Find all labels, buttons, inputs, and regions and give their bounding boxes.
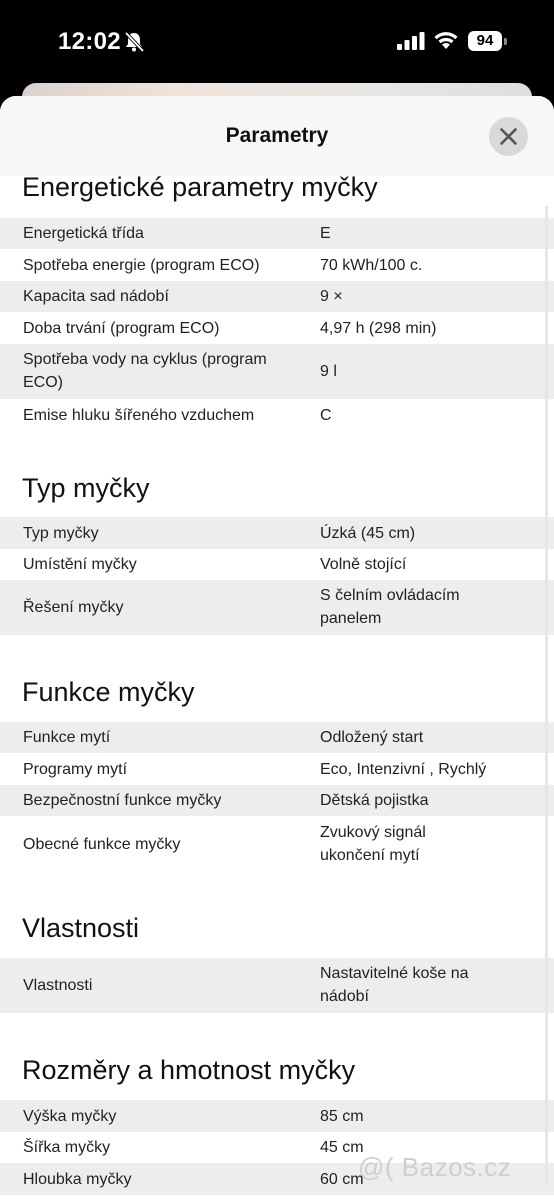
table-row [0,958,554,1013]
row-key: Programy mytí [23,761,128,778]
row-value: 9 l [320,363,337,380]
table-row [0,218,554,249]
section-title: Energetické parametry myčky [22,172,378,202]
row-value: 85 cm [320,1108,364,1125]
cellular-signal-icon [397,32,425,50]
close-button[interactable] [489,117,528,156]
row-value: Eco, Intenzivní , Rychlý [320,761,487,778]
table-row [0,722,554,753]
bell-muted-icon [123,31,145,53]
table-row [0,549,554,580]
row-key: Umístění myčky [23,556,137,573]
row-key: Řešení myčky [23,599,124,616]
row-key: Spotřeba vody na cyklus (program ECO) [23,351,267,391]
battery-icon [468,31,508,51]
scrollbar[interactable] [545,206,548,1186]
parameters-sheet [0,96,554,1200]
section-title: Typ myčky [22,473,150,503]
status-time: 12:02 [58,28,121,55]
row-value: 60 cm [320,1171,364,1188]
row-key: Energetická třída [23,225,144,242]
status-bar [0,0,554,84]
row-key: Vlastnosti [23,977,93,994]
row-key: Hloubka myčky [23,1171,132,1188]
row-value: Dětská pojistka [320,792,429,809]
row-key: Výška myčky [23,1108,117,1125]
row-value: 45 cm [320,1139,364,1156]
row-value: E [320,225,331,242]
section-title: Rozměry a hmotnost myčky [22,1055,356,1085]
wifi-icon [433,30,459,50]
row-value: S čelním ovládacím panelem [320,587,460,627]
row-value: Úzká (45 cm) [320,525,416,542]
battery-tip [504,38,507,45]
row-key: Funkce mytí [23,729,111,746]
watermark: @( Bazos.cz [358,1152,512,1182]
row-key: Kapacita sad nádobí [23,288,169,305]
table-row [0,281,554,312]
table-row [0,399,554,431]
row-key: Šířka myčky [23,1139,111,1156]
row-value: Odložený start [320,729,424,746]
table-row [0,580,554,635]
row-key: Spotřeba energie (program ECO) [23,257,260,274]
row-value: Nastavitelné koše na nádobí [320,965,469,1005]
row-value: 70 kWh/100 c. [320,257,423,274]
row-key: Bezpečnostní funkce myčky [23,792,222,809]
sheet-header [0,96,554,176]
table-row [0,785,554,816]
row-value: C [320,407,332,424]
row-value: 4,97 h (298 min) [320,320,437,337]
table-row [0,249,554,281]
table-row [0,816,554,872]
row-value: Zvukový signál ukončení mytí [320,824,426,864]
row-key: Obecné funkce myčky [23,836,181,853]
row-value: 9 × [320,288,343,305]
section-title: Vlastnosti [22,913,140,943]
table-row [0,753,554,785]
row-key: Typ myčky [23,525,99,542]
table-row [0,1100,554,1132]
table-row [0,517,554,549]
row-key: Doba trvání (program ECO) [23,320,220,337]
row-value: Volně stojící [320,556,407,573]
battery-level: 94 [468,31,502,51]
row-key: Emise hluku šířeného vzduchem [23,407,255,424]
table-row [0,312,554,344]
close-icon [500,128,517,145]
sheet-title: Parametry [225,124,329,147]
table-row [0,344,554,399]
section-title: Funkce myčky [22,677,195,707]
